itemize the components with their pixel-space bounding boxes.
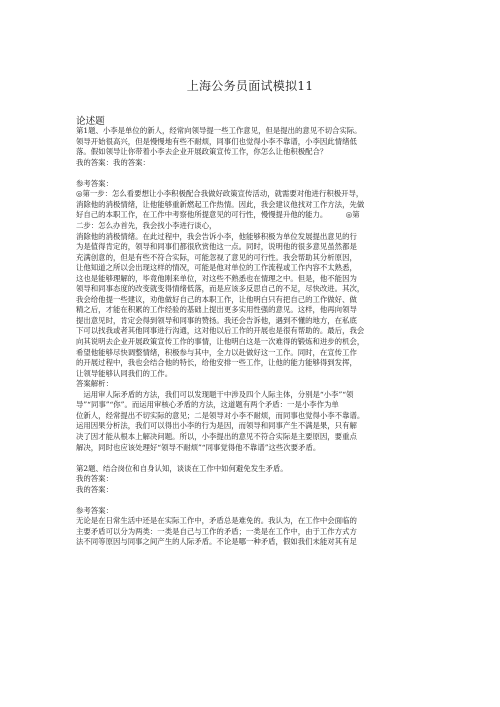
text-line: 领导和同事态度的改变就变得情绪低落，而是应该多反思自己的不足，尽快改进。其次，	[76, 284, 365, 294]
text-line: 参考答案：	[76, 178, 113, 188]
text-line: 我会给他提一些建议，劝他做好自己的本职工作，让他明白只有把自己的工作做好、做	[76, 294, 357, 304]
text-line: 第2题、结合岗位和自身认知，谈谈在工作中如何避免发生矛盾。	[76, 463, 288, 473]
text-line: 我的答案：	[76, 484, 113, 494]
text-line: 好自己的本职工作，在工作中考察他所提意见的可行性，慢慢提升他的能力。 ◎第	[76, 210, 360, 220]
text-line: 答案解析：	[76, 379, 113, 389]
text-line: 我的答案：	[76, 474, 113, 484]
text-line: 解决，同时也应该处理好“领导不耐烦”“同事觉得他不靠谱”这些次要矛盾。	[76, 442, 321, 452]
text-line: 为是值得肯定的，领导和同事们都很欣赏他这一点。同时，说明他的很多意见虽然都是	[76, 242, 357, 252]
text-line: ◎第一步：怎么看要想让小李积极配合我做好政策宣传活动，就需要对他进行积极开导，	[76, 189, 364, 199]
text-line: 这也是能够理解的，毕竟他刚来单位，对这些不熟悉也在情理之中。但是，他不能因为	[76, 273, 357, 283]
text-line: 二步：怎么办首先，我会找小李进行谈心，	[76, 220, 217, 230]
text-line: 消除他的消极情绪，让他能够重新燃起工作热情。因此，我会建议他找对工作方法，先做	[76, 199, 365, 209]
text-line: 的开展过程中，我也会结合他的特长，给他安排一些工作，让他的能力能够得到发挥，	[76, 358, 357, 368]
page-title: 上海公务员面试模拟11	[186, 79, 314, 93]
text-line: 提出意见时，肯定会得到领导和同事的赞扬。我还会告诉他，遇到不懂的地方，在私底	[76, 315, 357, 325]
section-heading: 论述题	[76, 116, 105, 127]
text-line: 参考答案：	[76, 505, 113, 515]
text-line: 无论是在日常生活中还是在实际工作中，矛盾总是难免的。我认为，在工作中会面临的	[76, 516, 357, 526]
text-line: 希望他能够尽快调整情绪，积极参与其中，全力以赴做好这一工作。同时，在宣传工作	[76, 347, 357, 357]
text-line: 运用因果分析法，我们可以得出小李的行为是因，而领导和同事产生不满是果，只有解	[76, 421, 357, 431]
text-line: 领导开始很高兴，但是慢慢地有些不耐烦，同事们也觉得小李不靠谱，小李因此情绪低	[76, 136, 357, 146]
text-line: 让领导能够认同我们的工作。	[76, 368, 173, 378]
text-line: 充满创意的，但是有些不符合实际，可能忽视了意见的可行性。我会帮助其分析原因，	[76, 252, 357, 262]
text-line: 运用审人际矛盾的方法，我们可以发现题干中涉及四个人际主体，分别是“小李”“领	[76, 389, 354, 399]
text-line: 落。假如领导让你带着小李去企业开展政策宣传工作，你怎么让他积极配合？	[76, 147, 328, 157]
text-line: 精之后，才能在积累的工作经验的基础上提出更多实用性强的意见。这样，他再向领导	[76, 305, 357, 315]
text-line: 决了因才能从根本上解决问题。所以，小李提出的意见不符合实际是主要原因，要重点	[76, 431, 357, 441]
text-line: 下可以找我或者其他同事进行沟通，这对他以后工作的开展也是很有帮助的。最后，我会	[76, 326, 365, 336]
text-line: 我的答案：我的答案：	[76, 157, 150, 167]
text-line: 主要矛盾可以分为两类：一类是自己与工作的矛盾；一类是在工作中，由于工作方式方	[76, 526, 357, 536]
text-line: 让他知道之所以会出现这样的情况，可能是他对单位的工作流程或工作内容不太熟悉，	[76, 263, 357, 273]
text-line: 法不同等原因与同事之间产生的人际矛盾。不论是哪一种矛盾，假如我们未能对其有足	[76, 537, 357, 547]
text-line: 消除他的消极情绪。在此过程中，我会告诉小李，他能够积极为单位发展提出意见的行	[76, 231, 357, 241]
text-line: 向其说明去企业开展政策宣传工作的事情，让他明白这是一次难得的锻炼和进步的机会，	[76, 337, 365, 346]
text-line: 导”“同事”“你”。而运用审核心矛盾的方法，这道题有两个矛盾：一是小李作为单	[76, 400, 339, 410]
text-line: 第1题、小李是单位的新人，经常向领导提一些工作意见，但是提出的意见不切合实际。	[76, 126, 362, 135]
text-line: 位新人，经常提出不切实际的意见；二是领导对小李不耐烦，而同事也觉得小李不靠谱。	[76, 410, 365, 420]
